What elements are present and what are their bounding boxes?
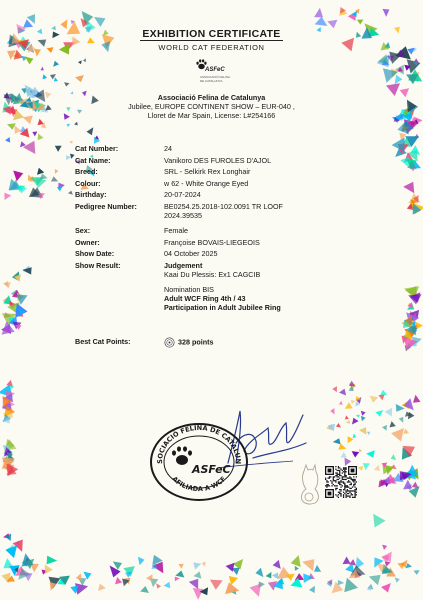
points-text: 328 points — [178, 337, 214, 347]
stamp-paw-icon — [172, 446, 192, 465]
stamp-center-text: ASFeC — [192, 463, 231, 476]
show-line: Jubilee, EUROPE CONTINENT SHOW – EUR-040 , — [128, 102, 295, 111]
best-cat-points-label: Best Cat Points: — [75, 337, 131, 346]
location-line: Lloret de Mar Spain, License: L#254166 — [147, 111, 276, 120]
association-block — [0, 93, 423, 120]
birthday-label: Birthday: — [75, 190, 107, 199]
show-result-value — [164, 261, 364, 312]
show-date-label: Show Date: — [75, 249, 115, 258]
sex-value: Female — [164, 226, 188, 235]
pedigree-value-line1: BE0254.25.2018-102.0091 TR LOOF — [164, 201, 283, 211]
colour-label: Colour: — [75, 178, 101, 188]
ring-line: Adult WCF Ring 4th / 43 — [164, 293, 246, 303]
breed-label: Breed: — [75, 167, 98, 176]
logo-text: ASFeC — [205, 67, 225, 73]
judge-line: Kaai Du Plessis: Ex1 CAGCIB — [164, 269, 261, 279]
official-stamp — [148, 420, 250, 502]
pedigree-value-line2: 2024.39535 — [164, 210, 202, 220]
nomination-line: Nomination BIS — [164, 284, 214, 294]
best-cat-points-value — [164, 337, 364, 348]
owner-label: Owner: — [75, 237, 100, 247]
certificate-title: EXHIBITION CERTIFICATE — [142, 28, 281, 40]
cat-name-value: Vanikoro DES FUROLES D'AJOL — [164, 155, 272, 165]
cat-number-label: Cat Number: — [75, 144, 119, 153]
asfec-logo — [193, 58, 233, 82]
birthday-value: 20-07-2024 — [164, 190, 201, 199]
breed-value: SRL - Selkirk Rex Longhair — [164, 167, 251, 176]
stamp-top-text: SOCIACIÓ FELINA DE CATALUN — [155, 423, 243, 465]
medal-icon — [164, 337, 175, 348]
sex-label: Sex: — [75, 226, 91, 235]
cat-name-label: Cat Name: — [75, 155, 111, 165]
show-result-label: Show Result: — [75, 260, 121, 270]
cat-silhouette-icon — [296, 463, 322, 505]
association-name: Associació Felina de Catalunya — [157, 93, 266, 102]
certificate-subtitle: WORLD CAT FEDERATION — [158, 43, 265, 52]
svg-text:AFILIADA A WCF — [170, 475, 227, 493]
participation-line: Participation in Adult Jubilee Ring — [164, 302, 281, 312]
certificate-header — [0, 24, 423, 52]
pedigree-label: Pedigree Number: — [75, 201, 137, 211]
stamp-graphic — [148, 420, 250, 502]
logo-subtext: ASSOCIACIÓ FELINA DE CATALUNYA — [200, 75, 230, 83]
show-date-value: 04 October 2025 — [164, 249, 218, 258]
stamp-bottom-text: AFILIADA A WCF — [170, 474, 228, 494]
cat-number-value: 24 — [164, 144, 172, 153]
svg-text:ASSOCIACIÓ FELINA DE CATALUNYA — [148, 420, 242, 464]
qr-code — [325, 466, 357, 498]
colour-value: w 62 - White Orange Eyed — [164, 178, 249, 188]
owner-value: Françoise BOVAIS-LIEGEOIS — [164, 237, 260, 247]
judgement-heading: Judgement — [164, 260, 203, 270]
pedigree-value — [164, 202, 364, 220]
